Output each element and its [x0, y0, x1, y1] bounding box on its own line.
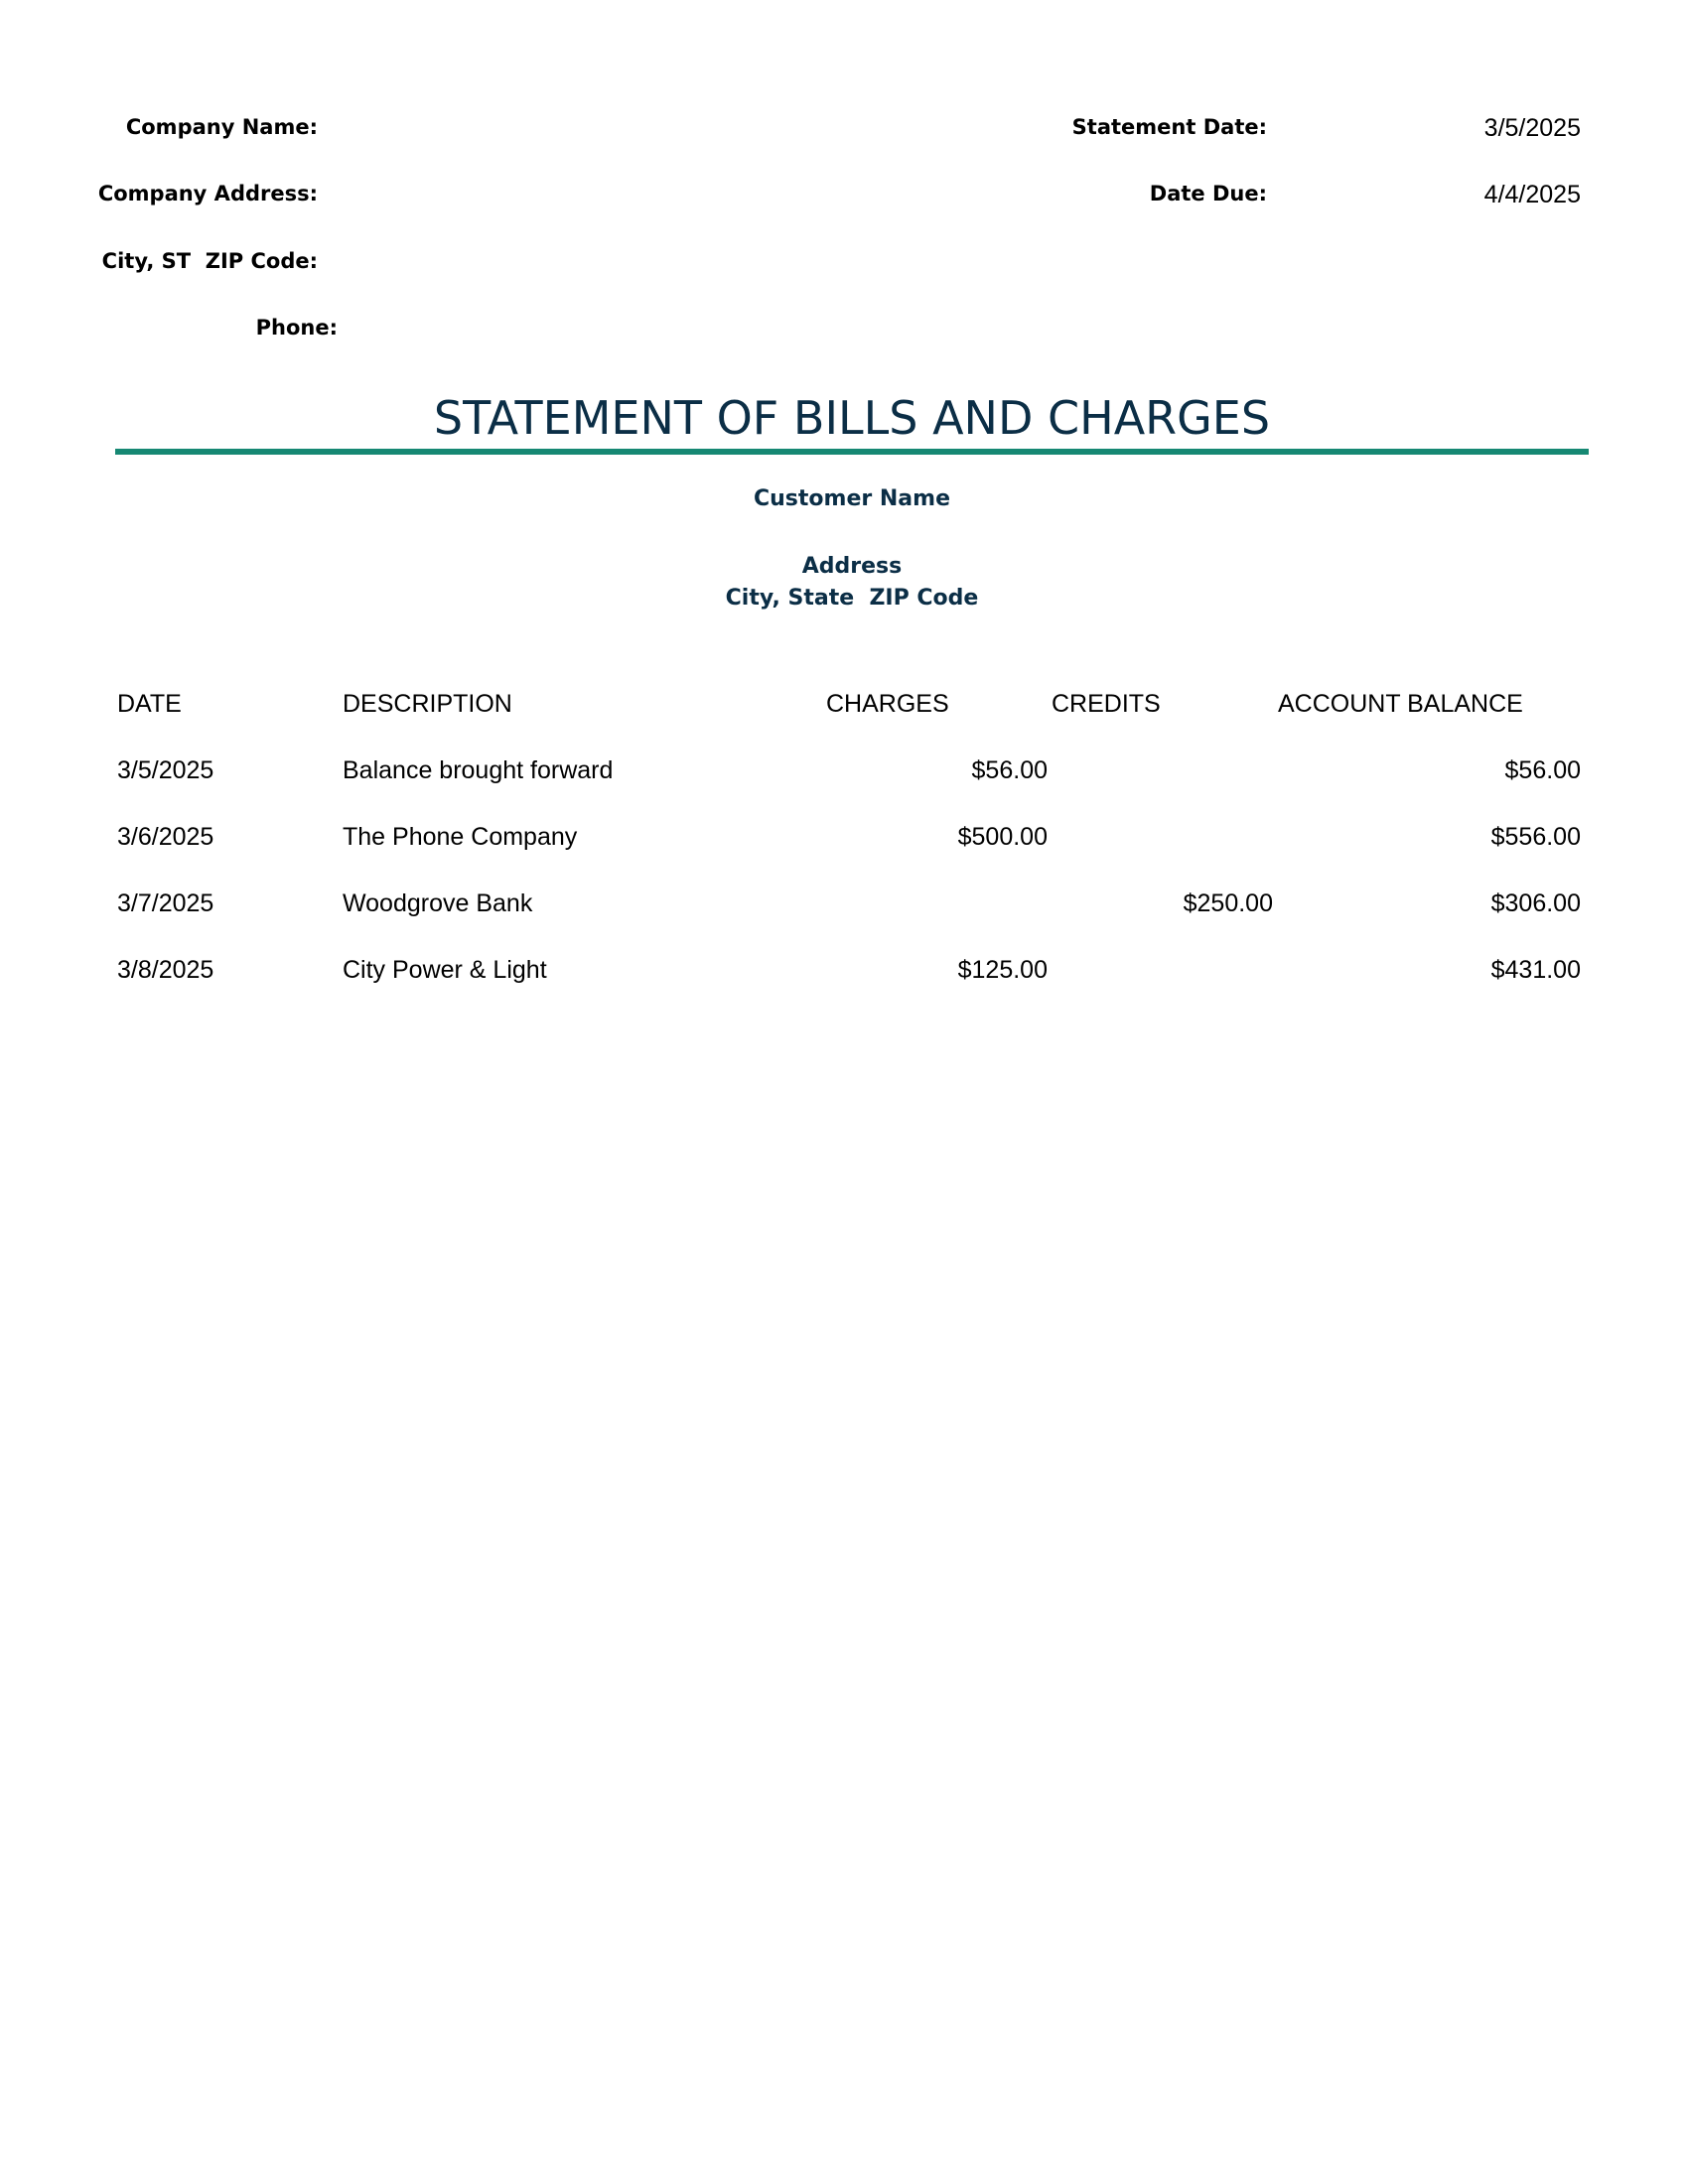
column-header-account-balance: ACCOUNT BALANCE: [1278, 690, 1523, 718]
row-description: The Phone Company: [343, 823, 578, 851]
row-balance: $556.00: [1490, 823, 1581, 851]
customer-city-state-zip: City, State ZIP Code: [725, 586, 979, 611]
phone-label: Phone:: [255, 316, 338, 340]
row-date: 3/7/2025: [117, 889, 214, 917]
date-due-label: Date Due:: [1149, 182, 1267, 205]
row-balance: $431.00: [1490, 956, 1581, 984]
row-description: Woodgrove Bank: [343, 889, 533, 917]
city-zip-label: City, ST ZIP Code:: [101, 249, 318, 273]
company-name-label: Company Name:: [125, 115, 318, 139]
row-charges: $56.00: [971, 756, 1048, 784]
company-address-label: Company Address:: [97, 182, 318, 205]
statement-date-label: Statement Date:: [1071, 115, 1267, 139]
column-header-description: DESCRIPTION: [343, 690, 512, 718]
column-header-date: DATE: [117, 690, 182, 718]
column-header-charges: CHARGES: [826, 690, 949, 718]
page-title: STATEMENT OF BILLS AND CHARGES: [433, 391, 1271, 445]
title-divider: [115, 449, 1589, 455]
row-balance: $306.00: [1490, 889, 1581, 917]
column-header-credits: CREDITS: [1052, 690, 1161, 718]
row-description: Balance brought forward: [343, 756, 614, 784]
row-charges: $125.00: [957, 956, 1048, 984]
row-charges: $500.00: [957, 823, 1048, 851]
row-date: 3/5/2025: [117, 756, 214, 784]
customer-name: Customer Name: [754, 486, 950, 511]
row-description: City Power & Light: [343, 956, 547, 984]
row-balance: $56.00: [1504, 756, 1581, 784]
customer-address: Address: [801, 554, 903, 579]
statement-date-value: 3/5/2025: [1483, 114, 1581, 142]
row-date: 3/8/2025: [117, 956, 214, 984]
date-due-value: 4/4/2025: [1483, 181, 1581, 208]
row-credits: $250.00: [1183, 889, 1273, 917]
row-date: 3/6/2025: [117, 823, 214, 851]
